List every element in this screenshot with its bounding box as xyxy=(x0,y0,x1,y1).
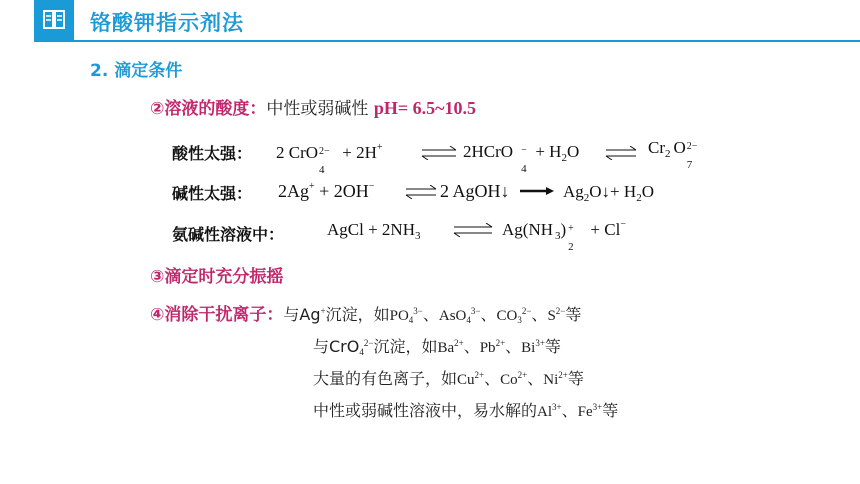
separator: 、 xyxy=(561,401,578,420)
ion-formula: $PO_4^{3-}$ xyxy=(389,306,423,325)
equilibrium-arrow-3 xyxy=(404,185,438,199)
dichromate-formula: $Cr_2$ O 2− 7 xyxy=(648,138,698,171)
section-title: 2. 滴定条件 xyxy=(90,61,183,81)
ag2o-formula: $Ag_2O↓+ H_2O$ xyxy=(563,182,654,204)
separator: 、 xyxy=(531,305,548,324)
separator: 、 xyxy=(484,369,501,388)
separator: 、 xyxy=(505,337,522,356)
silver-ammonia-formula: Ag(NH $_3$) + 2 + Cl− xyxy=(502,219,626,253)
interference-line-4: 中性或弱碱性溶液中，易水解的$Al^{3+}$、$Fe^{3+}$等 xyxy=(313,401,619,420)
shaking-condition xyxy=(150,262,283,287)
header-bar xyxy=(0,0,860,44)
acidity-text: 中性或弱碱性 xyxy=(266,99,369,119)
ion-formula: AsO$_4^{3-}$ xyxy=(438,306,481,325)
interference-label: ④消除干扰离子： xyxy=(150,305,284,325)
interference-line-2: 与CrO$_4^{2-}$沉淀，如$Ba^{2+}$、$Pb^{2+}$、$Bi^{3+}$等 xyxy=(313,337,561,357)
equilibrium-arrow-2 xyxy=(604,146,638,160)
separator: 、 xyxy=(422,305,439,324)
acid-label: 酸性太强： xyxy=(172,144,253,163)
hcro4-formula: 2HCrO − 4 + $H_2O$ xyxy=(463,142,580,175)
separator: 、 xyxy=(527,369,544,388)
ion-formula: $Bi^{3+}$ xyxy=(521,338,545,356)
shaking-label: ③滴定时充分振摇 xyxy=(150,267,284,287)
reaction-arrow xyxy=(520,186,554,196)
book-icon xyxy=(34,0,74,40)
ion-formula: $Ni^{2+}$ xyxy=(543,370,568,388)
acidity-condition xyxy=(150,94,476,119)
ion-formula: $S^{2-}$ xyxy=(547,306,566,324)
equilibrium-arrow-4 xyxy=(452,223,494,237)
separator: 、 xyxy=(463,337,480,356)
agoh-formula: 2 AgOH↓ xyxy=(440,181,510,201)
ion-formula: $Cu^{2+}$ xyxy=(457,370,485,388)
base-label: 碱性太强： xyxy=(172,184,253,203)
ion-formula: $CO_3^{2-}$ xyxy=(496,306,532,325)
interference-line-3: 大量的有色离子，如$Cu^{2+}$、$Co^{2+}$、$Ni^{2+}$等 xyxy=(313,369,584,388)
ammonia-equation-lhs: AgCl + $2NH_3$ xyxy=(327,220,421,242)
acidity-label: ②溶液的酸度： xyxy=(150,99,267,119)
ammonia-label: 氨碱性溶液中： xyxy=(172,225,285,244)
page-title: 铬酸钾指示剂法 xyxy=(90,11,244,35)
header-divider xyxy=(34,40,860,42)
ion-formula: $Ba^{2+}$ xyxy=(437,338,464,356)
base-equation-lhs: 2Ag+ + 2OH− xyxy=(278,181,375,201)
ion-formula: $Pb^{2+}$ xyxy=(479,338,506,356)
acid-equation-lhs: 2 CrO 2− 4 + 2H+ xyxy=(276,142,383,176)
header-icon-box xyxy=(34,0,74,40)
equilibrium-arrow-1 xyxy=(420,146,458,160)
ion-formula: $Co^{2+}$ xyxy=(500,370,528,388)
ion-formula: $Al^{3+}$ xyxy=(537,402,562,420)
ph-range: pH= 6.5~10.5 xyxy=(373,98,476,118)
separator: 、 xyxy=(480,305,497,324)
interference-line-1: 与Ag+沉淀，如$PO_4^{3-}$、AsO$_4^{3-}$、$CO_3^{2-}$、$S^{2-}$等 xyxy=(283,305,582,325)
ion-formula: $Fe^{3+}$ xyxy=(577,402,603,420)
interference-condition xyxy=(150,300,581,325)
